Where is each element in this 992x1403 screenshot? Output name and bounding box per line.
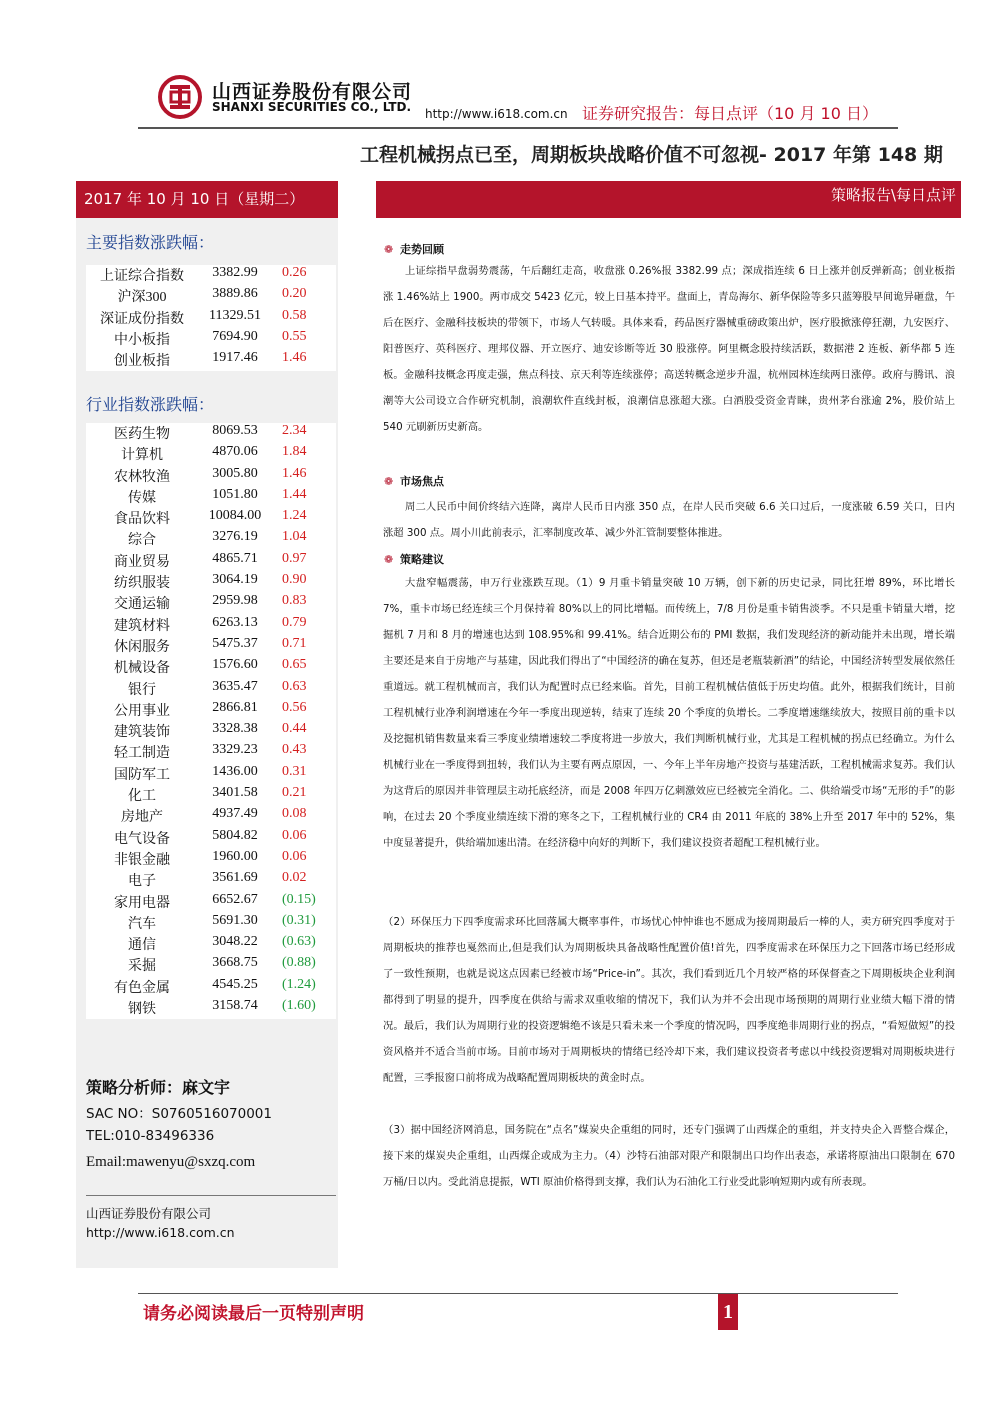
page-number: 1 — [718, 1294, 738, 1330]
table-row — [86, 870, 336, 891]
section-heading-strategy — [384, 551, 444, 567]
row-change: 1.24 — [282, 508, 307, 524]
table-row — [86, 551, 336, 572]
row-value: 2959.98 — [212, 593, 258, 609]
row-change: 1.44 — [282, 486, 307, 502]
row-change: 0.06 — [282, 848, 307, 864]
section-heading-text: 市场焦点 — [400, 475, 444, 488]
row-change: 1.84 — [282, 444, 307, 460]
table-row — [86, 265, 336, 286]
row-change: (1.60) — [282, 998, 316, 1014]
table-row — [86, 593, 336, 614]
industry-table — [86, 423, 336, 1019]
row-name: 电气设备 — [114, 831, 170, 847]
row-value: 5804.82 — [212, 827, 258, 843]
row-value: 3401.58 — [212, 785, 258, 801]
row-change: 0.55 — [282, 328, 307, 344]
row-name: 食品饮料 — [114, 512, 170, 528]
section-bullet-icon: ❁ — [384, 553, 394, 566]
row-name: 轻工制造 — [114, 746, 170, 762]
row-name: 非银金融 — [114, 852, 170, 868]
row-name: 电子 — [128, 874, 156, 890]
row-change: 1.46 — [282, 465, 307, 481]
row-name: 国防军工 — [114, 767, 170, 783]
table-row — [86, 913, 336, 934]
report-category-bar: 策略报告\每日点评 — [376, 181, 961, 218]
table-row — [86, 998, 336, 1019]
row-change: (0.63) — [282, 934, 316, 950]
row-name: 商业贸易 — [114, 554, 170, 570]
row-name: 家用电器 — [114, 895, 170, 911]
row-change: (1.24) — [282, 976, 316, 992]
table-row — [86, 806, 336, 827]
table-row — [86, 679, 336, 700]
row-change: 0.90 — [282, 572, 307, 588]
row-value: 1436.00 — [212, 763, 258, 779]
table-row — [86, 350, 336, 371]
sidebar-footer-divider — [86, 1195, 336, 1196]
table-row — [86, 572, 336, 593]
row-change: (0.31) — [282, 912, 316, 928]
row-change: 0.20 — [282, 286, 307, 302]
row-name: 上证综合指数 — [100, 269, 184, 284]
table-row — [86, 615, 336, 636]
row-value: 10084.00 — [208, 508, 262, 524]
table-row — [86, 657, 336, 678]
table-row — [86, 466, 336, 487]
row-change: 0.63 — [282, 678, 307, 694]
analyst-name: 策略分析师：麻文宇 — [86, 1078, 231, 1097]
row-name: 通信 — [128, 938, 156, 954]
row-change: 0.43 — [282, 742, 307, 758]
section-heading-focus — [384, 473, 444, 489]
row-value: 1051.80 — [212, 486, 258, 502]
row-change: 2.34 — [282, 423, 307, 438]
report-type-label: 证券研究报告：每日点评（10 月 10 日） — [582, 104, 878, 123]
row-value: 4545.25 — [212, 976, 258, 992]
table-row — [86, 721, 336, 742]
index-table — [86, 265, 336, 371]
row-change: 0.44 — [282, 721, 307, 737]
row-change: 1.46 — [282, 350, 307, 366]
analyst-phone: TEL:010-83496336 — [86, 1128, 215, 1144]
row-change: 0.65 — [282, 657, 307, 673]
row-value: 3668.75 — [212, 955, 258, 971]
row-name: 汽车 — [128, 916, 156, 932]
row-name: 交通运输 — [114, 597, 170, 613]
row-name: 创业板指 — [114, 354, 170, 370]
row-change: 0.02 — [282, 870, 307, 886]
row-change: (0.88) — [282, 955, 316, 971]
row-name: 钢铁 — [128, 1002, 156, 1018]
section-heading-text: 走势回顾 — [400, 243, 444, 256]
row-value: 3382.99 — [212, 265, 258, 280]
table-row — [86, 286, 336, 307]
table-row — [86, 742, 336, 763]
row-change: 0.21 — [282, 785, 307, 801]
row-value: 5691.30 — [212, 912, 258, 928]
strategy-paragraph-3: （3）据中国经济网消息，国务院在“点名”煤炭央企重组的同时，还专门强调了山西煤企的重组，并支持央企入晋整合煤企，接下来的煤炭央企重组，山西煤企或成为主力。（4）沙特石油部对限产和限制出口均作出表态，承诺将原油出口限制在 670 万桶/日以内。受此消息提振，WTI 原油价格得到支撑，我们认为石油化工行业受此影响短期内或有所表现。 — [383, 1124, 955, 1188]
table-row — [86, 529, 336, 550]
section-bullet-icon: ❁ — [384, 475, 394, 488]
row-change: 0.83 — [282, 593, 307, 609]
header-divider — [138, 127, 898, 129]
section-heading-trend — [384, 241, 444, 257]
row-value: 4937.49 — [212, 806, 258, 822]
row-value: 3328.38 — [212, 721, 258, 737]
strategy-paragraph-2: （2）环保压力下四季度需求环比回落属大概率事件，市场忧心忡忡谁也不愿成为接周期最后一棒的人，卖方研究四季度对于周期板块的推荐也戛然而止,但是我们认为周期板块具备战略性配置价值!首先，四季度需求在环保压力之下回落市场已经形成了一致性预期，也就是说这点因素已经被市场“Price-in”。其次，我们看到近几个月较严格的环保督查之下周期板块企业利润都得到了明显的提升，四季度在供给与需求双重收缩的情况下，我们认为并不会出现市场预期的周期行业业绩大幅下滑的情况。最后，我们认为周期行业的投资逻辑绝不该是只看未来一个季度的情况吗，四季度绝非周期行业的拐点，“看短做短”的投资风格并不适合当前市场。目前市场对于周期板块的情绪已经冷却下来，我们建议投资者考虑以中线投资逻辑对周期板块进行配置，三季报窗口前将成为战略配置周期板块的黄金时点。 — [383, 916, 955, 1084]
sidebar-footer-company: 山西证券股份有限公司 — [86, 1206, 212, 1221]
market-focus-paragraph: 周二人民币中间价终结六连降，离岸人民币日内涨 350 点，在岸人民币突破 6.6 关口过后，一度涨破 6.59 关口，日内涨超 300 点。周小川此前表示，汇率制度改革、减少外汇管制要整体推进。 — [383, 501, 955, 539]
table-row — [86, 329, 336, 350]
row-change: 0.97 — [282, 550, 307, 566]
table-row — [86, 977, 336, 998]
row-name: 建筑材料 — [114, 618, 170, 634]
row-value: 11329.51 — [209, 307, 261, 323]
section-bullet-icon: ❁ — [384, 243, 394, 256]
row-name: 建筑装饰 — [114, 725, 170, 741]
row-value: 4870.06 — [212, 444, 258, 460]
row-name: 休闲服务 — [114, 639, 170, 655]
table-row — [86, 636, 336, 657]
row-name: 中小板指 — [114, 332, 170, 348]
table-row — [86, 785, 336, 806]
index-section-title: 主要指数涨跌幅： — [86, 233, 215, 252]
row-value: 6652.67 — [212, 891, 258, 907]
row-name: 机械设备 — [114, 661, 170, 677]
section-heading-text: 策略建议 — [400, 553, 444, 566]
row-change: 0.56 — [282, 699, 307, 715]
analyst-sac-number: SAC NO：S0760516070001 — [86, 1106, 272, 1122]
table-row — [86, 934, 336, 955]
row-change: (0.15) — [282, 891, 316, 907]
table-row — [86, 308, 336, 329]
company-logo — [158, 75, 202, 119]
row-change: 0.31 — [282, 763, 307, 779]
footer-divider — [138, 1293, 898, 1294]
strategy-paragraph-1: 大盘窄幅震荡，申万行业涨跌互现。（1）9 月重卡销量突破 10 万辆，创下新的历史记录，同比狂增 89%，环比增长 7%，重卡市场已经连续三个月保持着 80%以上的同比增幅。而传统上，7/8 月份是重卡销售淡季。不只是重卡销量大增，挖掘机 7 月和 8 月的增速也达到 108.95%和 99.41%。结合近期公布的 PMI 数据，我们发现经济的新动能并未出现，增长端主要还是来自于房地产与基建，因此我们得出了“中国经济的确在复苏，但还是老瓶装新酒”的结论，中国经济转型发展依然任重道远。就工程机械而言，我们认为配置时点已经来临。首先，目前工程机械估值低于历史均值。此外，根据我们统计，目前工程机械行业净利润增速在今年一季度出现逆转，结束了连续 20 个季度的负增长。二季度增速继续放大，按照目前的重卡以及挖掘机销售数量来看三季度业绩增速较二季度将进一步放大，我们判断机械行业，尤其是工程机械的拐点已经确立。为什么机械行业在一季度得到扭转，我们认为主要有两点原因，一、今年上半年房地产投资与基建活跃，工程机械需求复苏。我们认为这背后的原因并非管理层主动托底经济，而是 2008 年四万亿刺激效应已经被完全消化。二、供给端受市场“无形的手”的影响，在过去 20 个季度业绩连续下滑的寒冬之下，工程机械行业的 CR4 由 2011 年底的 38%上升至 2017 年中的 52%，集中度显著提升，供给端加速出清。在经济稳中向好的判断下，我们建议投资者超配工程机械行业。 — [383, 577, 955, 849]
table-row — [86, 508, 336, 529]
row-name: 采掘 — [128, 959, 156, 975]
header-url-link[interactable]: http://www.i618.com.cn — [425, 107, 568, 121]
table-row — [86, 955, 336, 976]
row-value: 3329.23 — [212, 742, 258, 758]
row-name: 纺织服装 — [114, 576, 170, 592]
row-value: 3158.74 — [212, 998, 258, 1014]
row-name: 医药生物 — [114, 427, 170, 442]
sidebar-footer-url[interactable]: http://www.i618.com.cn — [86, 1225, 235, 1240]
row-value: 3005.80 — [212, 465, 258, 481]
row-name: 银行 — [128, 682, 156, 698]
report-date-bar: 2017 年 10 月 10 日（星期二） — [76, 181, 338, 218]
row-name: 沪深300 — [117, 290, 167, 306]
row-value: 1576.60 — [212, 657, 258, 673]
row-name: 房地产 — [121, 810, 163, 826]
row-change: 0.58 — [282, 307, 307, 323]
disclaimer-text: 请务必阅读最后一页特别声明 — [143, 1304, 364, 1324]
row-name: 传媒 — [128, 490, 156, 506]
row-value: 8069.53 — [212, 423, 258, 438]
company-name-cn: 山西证券股份有限公司 — [212, 81, 413, 103]
row-value: 1960.00 — [212, 848, 258, 864]
report-title: 工程机械拐点已至，周期板块战略价值不可忽视- 2017 年第 148 期 — [360, 144, 943, 166]
row-change: 0.06 — [282, 827, 307, 843]
row-value: 4865.71 — [212, 550, 258, 566]
row-change: 0.26 — [282, 265, 307, 280]
row-name: 农林牧渔 — [114, 469, 170, 485]
row-value: 3276.19 — [212, 529, 258, 545]
trend-review-paragraph: 上证综指早盘弱势震荡，午后翻红走高，收盘涨 0.26%报 3382.99 点；深成指连续 6 日上涨并创反弹新高；创业板指涨 1.46%站上 1900。两市成交 5423 亿元，较上日基本持平。盘面上，青岛海尔、新华保险等多只蓝筹股早间诡异砸盘，午后在医疗、金融科技板块的带领下，市场人气转暖。具体来看，药品医疗器械重磅政策出炉，医疗股掀涨停狂潮，九安医疗、阳普医疗、英科医疗、理邦仪器、开立医疗、迪安诊断等近 30 股涨停。阿里概念股持续活跃，数据港 2 连板、新华都 5 连板。金融科技概念再度走强，焦点科技、京天利等连续涨停；高送转概念逆步升温，杭州园林连续两日涨停。政府与腾讯、浪潮等大公司设立合作研究机制，浪潮软件直线封板，浪潮信息涨超大涨。白酒股受资金青睐，贵州茅台涨逾 2%，股价站上 540 元刷新历史新高。 — [383, 265, 955, 433]
row-value: 3889.86 — [212, 286, 258, 302]
row-value: 2866.81 — [212, 699, 258, 715]
row-change: 0.08 — [282, 806, 307, 822]
row-change: 0.71 — [282, 635, 307, 651]
row-change: 1.04 — [282, 529, 307, 545]
table-row — [86, 764, 336, 785]
row-value: 3064.19 — [212, 572, 258, 588]
industry-section-title: 行业指数涨跌幅： — [86, 395, 215, 414]
analyst-email[interactable]: Email:mawenyu@sxzq.com — [86, 1154, 256, 1170]
table-row — [86, 487, 336, 508]
row-value: 6263.13 — [212, 614, 258, 630]
row-change: 0.79 — [282, 614, 307, 630]
row-name: 计算机 — [121, 448, 163, 464]
company-name-en: SHANXI SECURITIES CO., LTD. — [212, 100, 412, 114]
row-value: 7694.90 — [212, 328, 258, 344]
row-name: 综合 — [128, 533, 156, 549]
table-row — [86, 892, 336, 913]
row-name: 有色金属 — [114, 980, 170, 996]
row-value: 3048.22 — [212, 934, 258, 950]
table-row — [86, 828, 336, 849]
row-name: 深证成份指数 — [100, 311, 184, 327]
row-name: 公用事业 — [114, 703, 170, 719]
table-row — [86, 444, 336, 465]
table-row — [86, 700, 336, 721]
table-row — [86, 849, 336, 870]
row-name: 化工 — [128, 789, 156, 805]
row-value: 3561.69 — [212, 870, 258, 886]
row-value: 1917.46 — [212, 350, 258, 366]
table-row — [86, 423, 336, 444]
row-value: 3635.47 — [212, 678, 258, 694]
row-value: 5475.37 — [212, 635, 258, 651]
